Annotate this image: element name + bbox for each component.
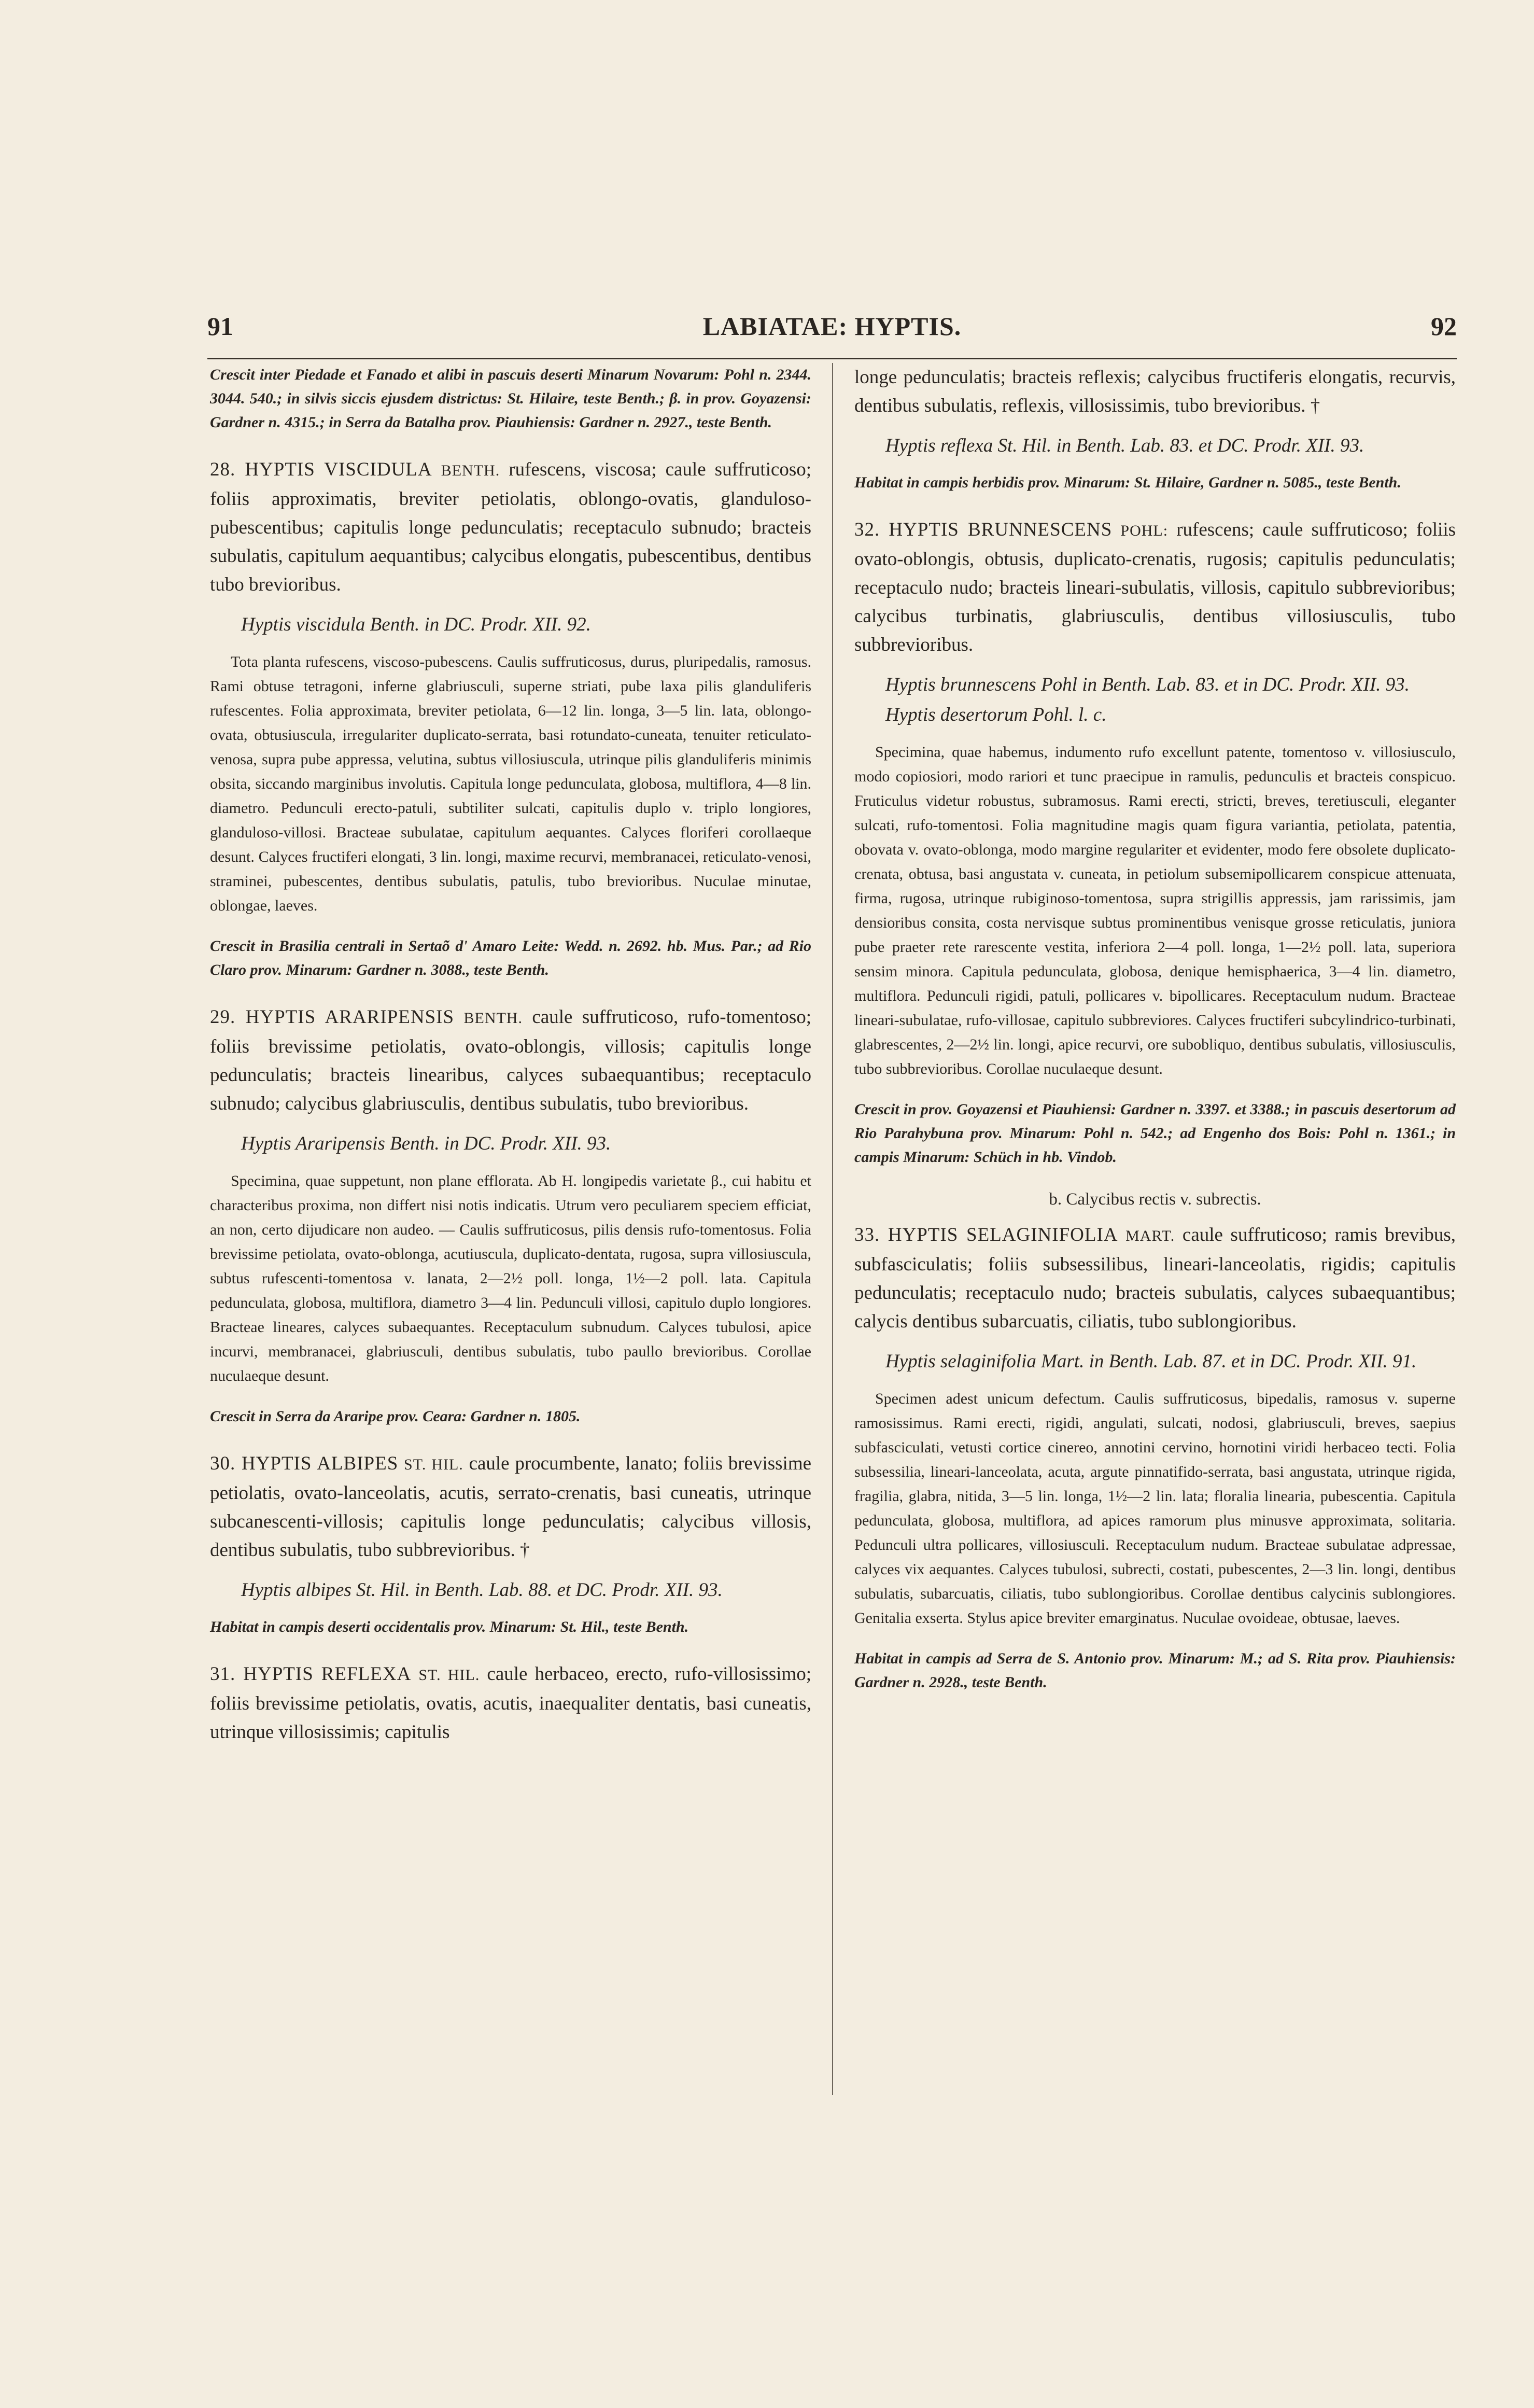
species-33-diagnosis <box>854 1221 1456 1336</box>
description: Specimen adest unicum defectum. Caulis suffruticosus, bipedalis, ramosus v. superne ramosissimus. Rami erecti, rigidi, angulati, sulcati, nodosi, glabriusculi, breves, saepius subfasciculati, vetusti cortice cinereo, annotini cervino, hornotini viridi herbaceo tecti. Folia subsessilia, lineari-lanceolata, acuta, argute pinnatifido-serrata, basi angustata, utrinque rigida, fragilia, glabra, nitida, 3—5 lin. longa, 1½—2 lin. lata; floralia linearia, pubescentia. Capitula pedunculata, globosa, multiflora, ad apices ramorum plus minusve approximata, solitaria. Pedunculi ultra pollicares, villosiusculi. Receptaculum nudum. Bracteae subulatae adpressae, calyces vix aequantes. Calyces tubulosi, subrecti, costati, pubescentes, 2—3 lin. longi, dentibus subulatis, subarcuatis, ciliatis, tubo sublongioribus. Corollae dentibus calycinis sublongiores. Genitalia exserta. Stylus apice breviter emarginatus. Nuculae ovoideae, obtusae, laeves. <box>854 1390 1456 1627</box>
diagnosis-text: caule suffruticoso, rufo-tomentoso; foliis brevissime petiolatis, ovato-oblongis, villosis; capitulis longe pedunculatis; bracteis linearibus, calyces subaequantibus; receptaculo subnudo; calycibus glabriusculis, dentibus subulatis, tubo brevioribus. <box>210 1006 812 1114</box>
diagnosis-text: caule herbaceo, erecto, rufo-villosissimo; foliis brevissime petiolatis, ovatis, acutis, inaequaliter dentatis, basi cuneatis, utrinque villosissimis; capitulis <box>210 1663 812 1743</box>
running-head: LABIATAE: HYPTIS. <box>702 312 962 341</box>
header-rule <box>207 358 1457 359</box>
diagnosis-text: caule suffruticoso; ramis brevibus, subfasciculatis; foliis subsessilibus, lineari-lanceolatis, rigidis; capitulis pedunculatis; receptaculo nudo; bracteis subulatis, calyces subaequantibus; calycis dentibus subarcuatis, ciliatis, tubo sublongioribus. <box>854 1224 1456 1332</box>
diagnosis-text: rufescens, viscosa; caule suffruticoso; foliis approximatis, breviter petiolatis, oblongo-ovatis, glanduloso-pubescentibus; capitulis longe pedunculatis; receptaculo subnudo; bracteis subulatis, capitulum aequantibus; calycibus elongatis, pubescentibus, dentibus tubo brevioribus. <box>210 459 812 595</box>
column-divider <box>832 363 833 2095</box>
species-author: BENTH. <box>441 462 500 479</box>
habitat-note: Crescit in Serra da Araripe prov. Ceara: Gardner n. 1805. <box>210 1408 581 1425</box>
synonym: Hyptis desertorum Pohl. l. c. <box>885 704 1107 725</box>
description: Specimina, quae suppetunt, non plane efflorata. Ab H. longipedis varietate β., cui habitu et characteribus proxima, non differt nisi notis indicatis. Utrum vero peculiarem speciem efficiat, an non, certo dijudicare non audeo. — Caulis suffruticosus, pilis densis rufo-tomentosus. Folia brevissime petiolata, ovato-oblonga, acutiuscula, duplicato-dentata, rugosa, supra villosiuscula, subtus rufescenti-tomentosa v. lanata, 2—2½ poll. longa, 1½—2 poll. lata. Capitula pedunculata, globosa, multiflora, diametro 3—4 lin. Pedunculi villosi, capitulo duplo longiores. Bracteae lineares, calyces subaequantes. Receptaculum subnudum. Calyces tubulosi, apice incurvi, membranacei, glabriusculi, dentibus subulatis, tubo paullo brevioribus. Corollae nuculaeque desunt. <box>210 1172 811 1384</box>
section-heading: b. Calycibus rectis v. subrectis. <box>1049 1190 1261 1209</box>
species-author: ST. HIL. <box>418 1667 480 1684</box>
species-author: ST. HIL. <box>404 1456 463 1473</box>
synonym: Hyptis reflexa St. Hil. in Benth. Lab. 83. et DC. Prodr. XII. 93. <box>885 435 1364 456</box>
diagnosis-text: rufescens; caule suffruticoso; foliis ovato-oblongis, obtusis, duplicato-crenatis, rugosis; capitulis pedunculatis; receptaculo nudo; bracteis lineari-subulatis, villosis, capitulo subbrevioribus; calycibus turbinatis, glabriusculis, dentibus villosiusculis, tubo subbrevioribus. <box>854 519 1456 655</box>
description: Specimina, quae habemus, indumento rufo excellunt patente, tomentoso v. villosiusculo, modo copiosiori, modo rariori et tunc praecipue in ramulis, pedunculis et bracteis conspicuo. Fruticulus videtur robustus, subramosus. Rami erecti, stricti, breves, teretiusculi, eleganter sulcati, rufo-tomentosi. Folia magnitudine magis quam figura variantia, petiolata, patentia, obovata v. ovato-oblonga, modo margine regulariter et evidenter, modo fere obsolete duplicato-crenata, obtusa, basi angustata v. cuneata, in petiolum subsemipollicarem conspicue attenuata, firma, rugosa, utrinque rubiginoso-tomentosa, supra strigillis appressis, jam rarissimis, jam densioribus consita, costa nervisque subtus prominentibus venisque grosse reticulatis, juniora pube praeter rete rarescente vestita, inferiora 2—4 poll. longa, 1—2½ poll. lata, superiora sensim minora. Capitula pedunculata, globosa, denique hemisphaerica, 3—4 lin. diametro, multiflora. Pedunculi rigidi, patuli, pollicares v. bipollicares. Receptaculum nudum. Bracteae lineari-subulatae, rufo-villosae, capitulo subbreviores. Calyces fructiferi subcylindrico-turbinati, glabrescentes, 2—2½ lin. longi, apice recurvi, ore subobliquo, dentibus subulatis, villosiusculis, tubo subbrevioribus. Corollae nuculaeque desunt. <box>854 744 1456 1077</box>
page-header <box>207 311 1457 347</box>
diagnosis-text: caule procumbente, lanato; foliis brevissime petiolatis, ovato-lanceolatis, acutis, serrato-crenatis, basi cuneatis, utrinque subcanescenti-villosis; capitulis longe pedunculatis; calycibus villosis, dentibus subulatis, tubo subbrevioribus. † <box>210 1453 812 1561</box>
species-28-diagnosis <box>210 455 811 599</box>
species-author: MART. <box>1125 1227 1175 1244</box>
species-name: 30. HYPTIS ALBIPES <box>210 1453 399 1474</box>
diagnosis-continuation: longe pedunculatis; bracteis reflexis; calycibus fructiferis elongatis, recurvis, dentibus subulatis, reflexis, villosissimis, tubo brevioribus. † <box>854 367 1456 416</box>
synonym: Hyptis viscidula Benth. in DC. Prodr. XII. 92. <box>241 614 591 635</box>
synonym: Hyptis Araripensis Benth. in DC. Prodr. XII. 93. <box>241 1133 611 1154</box>
synonym: Hyptis albipes St. Hil. in Benth. Lab. 88. et DC. Prodr. XII. 93. <box>241 1579 723 1601</box>
description: Tota planta rufescens, viscoso-pubescens. Caulis suffruticosus, durus, pluripedalis, ramosus. Rami obtuse tetragoni, inferne glabriusculi, superne striati, pube laxa pilis glanduliferis rufescentes. Folia approximata, breviter petiolata, 6—12 lin. longa, 3—5 lin. lata, oblongo-ovata, obtusiuscula, irregulariter duplicato-serrata, basi rotundato-cuneata, tenuiter reticulato-venosa, supra pube appressa, velutina, subtus villosiuscula, utrinque pilis glanduliferis minimis obsita, siccando marginibus involutis. Capitula longe pedunculata, globosa, multiflora, 4—8 lin. diametro. Pedunculi erecto-patuli, subtiliter sulcati, capitulis duplo v. triplo longiores, glanduloso-villosi. Bracteae subulatae, capitulum aequantes. Calyces floriferi corollaeque desunt. Calyces fructiferi elongati, 3 lin. longi, maxime recurvi, membranacei, reticulato-venosi, straminei, pubescentes, dentibus subulatis, patulis, tubo brevioribus. Nuculae minutae, oblongae, laeves. <box>210 653 811 914</box>
species-30-diagnosis <box>210 1449 811 1564</box>
habitat-note: Habitat in campis ad Serra de S. Antonio prov. Minarum: M.; ad S. Rita prov. Piauhiensis: Gardner n. 2928., teste Benth. <box>854 1650 1456 1691</box>
right-column <box>854 363 1456 1715</box>
habitat-note: Habitat in campis herbidis prov. Minarum: St. Hilaire, Gardner n. 5085., teste Benth. <box>854 474 1401 491</box>
synonym: Hyptis brunnescens Pohl in Benth. Lab. 83. et in DC. Prodr. XII. 93. <box>885 674 1410 695</box>
species-name: 29. HYPTIS ARARIPENSIS <box>210 1006 455 1028</box>
left-column <box>210 363 811 1759</box>
species-name: 33. HYPTIS SELAGINIFOLIA <box>854 1224 1118 1245</box>
species-29-diagnosis <box>210 1003 811 1118</box>
habitat-note: Habitat in campis deserti occidentalis prov. Minarum: St. Hil., teste Benth. <box>210 1618 689 1635</box>
species-name: 31. HYPTIS REFLEXA <box>210 1663 412 1685</box>
species-name: 32. HYPTIS BRUNNESCENS <box>854 519 1113 540</box>
species-name: 28. HYPTIS VISCIDULA <box>210 459 432 480</box>
habitat-note: Crescit inter Piedade et Fanado et alibi in pascuis deserti Minarum Novarum: Pohl n. 2344. 3044. 540.; in silvis siccis ejusdem districtus: St. Hilaire, teste Benth.; β. in prov. Goyazensi: Gardner n. 4315.; in Serra da Batalha prov. Piauhiensis: Gardner n. 2927., teste Benth. <box>210 366 811 431</box>
habitat-note: Crescit in Brasilia centrali in Sertaõ d' Amaro Leite: Wedd. n. 2692. hb. Mus. Par.; ad Rio Claro prov. Minarum: Gardner n. 3088., teste Benth. <box>210 937 811 978</box>
habitat-note: Crescit in prov. Goyazensi et Piauhiensi: Gardner n. 3397. et 3388.; in pascuis desertorum ad Rio Parahybuna prov. Minarum: Pohl n. 542.; ad Engenho dos Bois: Pohl n. 1361.; in campis Minarum: Schüch in hb. Vindob. <box>854 1101 1456 1166</box>
page-number-left: 91 <box>207 312 233 341</box>
species-31-diagnosis <box>210 1660 811 1746</box>
species-author: BENTH. <box>463 1010 523 1027</box>
page-number-right: 92 <box>1431 312 1457 341</box>
synonym: Hyptis selaginifolia Mart. in Benth. Lab. 87. et in DC. Prodr. XII. 91. <box>885 1351 1417 1372</box>
species-32-diagnosis <box>854 515 1456 659</box>
species-author: POHL: <box>1120 522 1169 539</box>
